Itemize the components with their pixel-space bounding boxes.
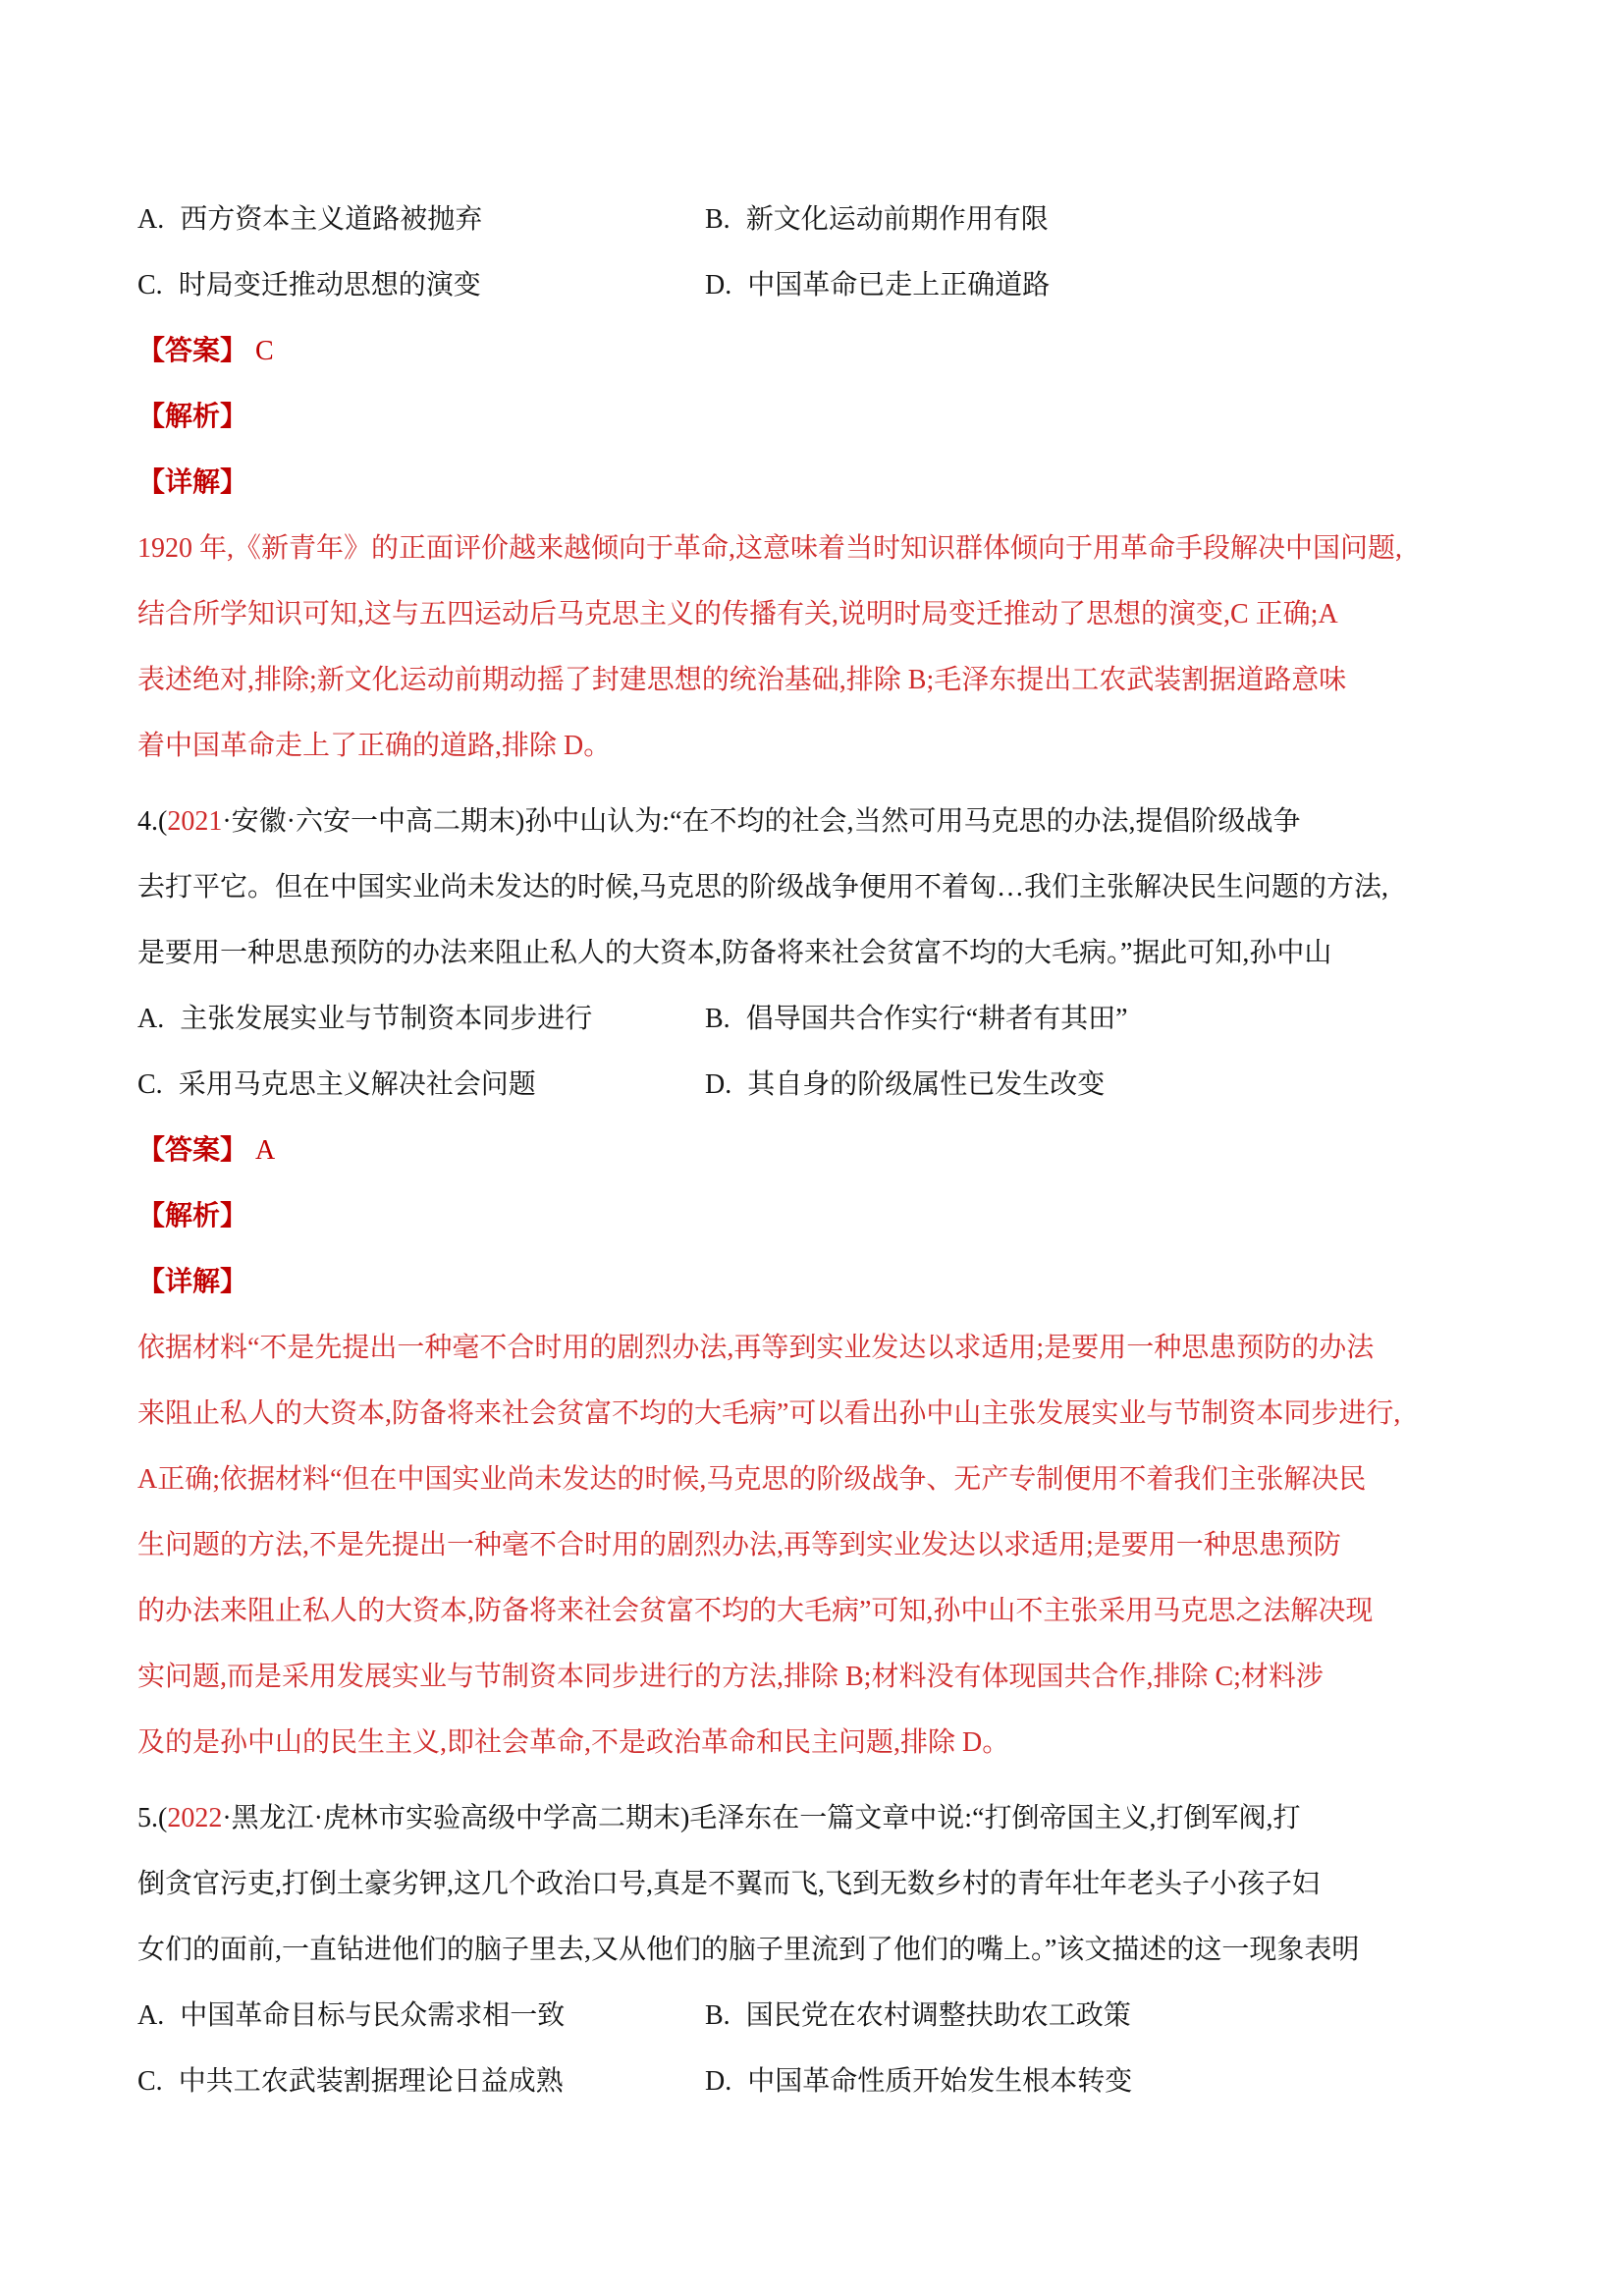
option-text: 西方资本主义道路被抛弃 — [180, 204, 483, 235]
q3-explanation-line: 表述绝对,排除;新文化运动前期动摇了封建思想的统治基础,排除 B;毛泽东提出工农武装割据道路意味 — [137, 665, 1347, 695]
q5-option-b — [705, 1983, 1131, 2049]
q3-option-c — [137, 252, 705, 318]
q5-stem-line-3: 女们的面前,一直钻进他们的脑子里去,又从他们的脑子里流到了他们的嘴上。”该文描述的这一现象表明 — [137, 1935, 1360, 1965]
option-text: 时局变迁推动思想的演变 — [178, 270, 481, 301]
option-text: 中国革命已走上正确道路 — [747, 270, 1051, 301]
answer-label: 【答案】 — [137, 336, 248, 366]
option-text: 中国革命性质开始发生根本转变 — [747, 2066, 1133, 2097]
q3-explanation-line: 结合所学知识可知,这与五四运动后马克思主义的传播有关,说明时局变迁推动了思想的演变,C 正确;A — [137, 599, 1338, 629]
detail-label: 【详解】 — [137, 467, 248, 498]
q5-option-d — [705, 2049, 1132, 2114]
option-label: C. — [137, 1069, 163, 1100]
option-text: 倡导国共合作实行“耕者有其田” — [745, 1004, 1128, 1034]
q3-answer-value: C — [255, 336, 274, 366]
q4-option-b — [705, 986, 1128, 1052]
option-label: B. — [705, 2000, 730, 2031]
q5-number: 5.( — [137, 1803, 168, 1833]
detail-label: 【详解】 — [137, 1267, 248, 1297]
option-label: D. — [705, 1069, 732, 1100]
option-label: C. — [137, 2066, 163, 2097]
q5-year: 2022 — [167, 1803, 223, 1833]
q3-options-row-2 — [137, 252, 1496, 318]
q3-explanation-line: 1920 年,《新青年》的正面评价越来越倾向于革命,这意味着当时知识群体倾向于用革命手段解决中国问题, — [137, 533, 1403, 564]
q4-detail-row — [137, 1249, 1496, 1315]
option-label: C. — [137, 270, 163, 301]
q3-detail-row — [137, 450, 1496, 516]
option-text: 中国革命目标与民众需求相一致 — [180, 2000, 566, 2031]
q4-explanation-line: 来阻止私人的大资本,防备将来社会贫富不均的大毛病”可以看出孙中山主张发展实业与节制资本同步进行, — [137, 1398, 1401, 1429]
q4-explanation-line: A正确;依据材料“但在中国实业尚未发达的时候,马克思的阶级战争、无产专制便用不着我们主张解决民 — [137, 1464, 1367, 1495]
q4-explanation-line: 的办法来阻止私人的大资本,防备将来社会贫富不均的大毛病”可知,孙中山不主张采用马克思之法解决现 — [137, 1596, 1374, 1626]
q4-explanation-line: 依据材料“不是先提出一种毫不合时用的剧烈办法,再等到实业发达以求适用;是要用一种思患预防的办法 — [137, 1333, 1375, 1363]
q4-answer-value: A — [255, 1135, 276, 1166]
answer-label: 【答案】 — [137, 1135, 248, 1166]
option-text: 主张发展实业与节制资本同步进行 — [180, 1004, 593, 1034]
q4-stem-line-1 — [137, 789, 1496, 854]
q4-number: 4.( — [137, 806, 168, 837]
q4-option-a — [137, 986, 705, 1052]
q5-stem-line-1 — [137, 1785, 1496, 1851]
q4-stem-line-2: 去打平它。但在中国实业尚未发达的时候,马克思的阶级战争便用不着匈…我们主张解决民生问题的方法, — [137, 872, 1389, 902]
q4-stem-line-3: 是要用一种思患预防的办法来阻止私人的大资本,防备将来社会贫富不均的大毛病。”据此可知,孙中山 — [137, 938, 1332, 968]
q4-explanation-line: 及的是孙中山的民生主义,即社会革命,不是政治革命和民主问题,排除 D。 — [137, 1727, 1010, 1758]
q4-option-c — [137, 1052, 705, 1118]
option-label: B. — [705, 204, 730, 235]
q3-analysis-row — [137, 384, 1496, 450]
option-label: D. — [705, 270, 732, 301]
option-text: 采用马克思主义解决社会问题 — [178, 1069, 536, 1100]
q5-options-row-1 — [137, 1983, 1496, 2049]
q3-option-a — [137, 187, 705, 252]
q5-stem-line-2: 倒贪官污吏,打倒土豪劣钾,这几个政治口号,真是不翼而飞,飞到无数乡村的青年壮年老头子小孩子妇 — [137, 1869, 1321, 1899]
option-label: A. — [137, 2000, 165, 2031]
option-label: A. — [137, 204, 165, 235]
q3-option-b — [705, 187, 1049, 252]
q4-stem-text: ·安徽·六安一中高二期末)孙中山认为:“在不均的社会,当然可用马克思的办法,提倡阶级战争 — [222, 806, 1301, 837]
q4-explanation-line: 实问题,而是采用发展实业与节制资本同步进行的方法,排除 B;材料没有体现国共合作,排除 C;材料涉 — [137, 1662, 1324, 1692]
analysis-label: 【解析】 — [137, 402, 248, 432]
q3-explanation-line: 着中国革命走上了正确的道路,排除 D。 — [137, 731, 612, 761]
q4-answer-row — [137, 1118, 1496, 1183]
option-label: A. — [137, 1004, 165, 1034]
option-label: B. — [705, 1004, 730, 1034]
option-text: 中共工农武装割据理论日益成熟 — [178, 2066, 564, 2097]
q4-options-row-2 — [137, 1052, 1496, 1118]
q3-options-row-1 — [137, 187, 1496, 252]
option-text: 国民党在农村调整扶助农工政策 — [745, 2000, 1131, 2031]
q3-answer-row — [137, 318, 1496, 384]
q5-stem-text: ·黑龙江·虎林市实验高级中学高二期末)毛泽东在一篇文章中说:“打倒帝国主义,打倒军阀,打 — [222, 1803, 1301, 1833]
q5-option-a — [137, 1983, 705, 2049]
q3-option-d — [705, 252, 1050, 318]
q4-option-d — [705, 1052, 1105, 1118]
q4-explanation-line: 生问题的方法,不是先提出一种毫不合时用的剧烈办法,再等到实业发达以求适用;是要用一种思患预防 — [137, 1530, 1341, 1560]
q5-option-c — [137, 2049, 705, 2114]
option-text: 新文化运动前期作用有限 — [745, 204, 1049, 235]
q4-year: 2021 — [167, 806, 223, 837]
analysis-label: 【解析】 — [137, 1201, 248, 1231]
option-text: 其自身的阶级属性已发生改变 — [747, 1069, 1106, 1100]
option-label: D. — [705, 2066, 732, 2097]
q4-options-row-1 — [137, 986, 1496, 1052]
q5-options-row-2 — [137, 2049, 1496, 2114]
q4-analysis-row — [137, 1183, 1496, 1249]
